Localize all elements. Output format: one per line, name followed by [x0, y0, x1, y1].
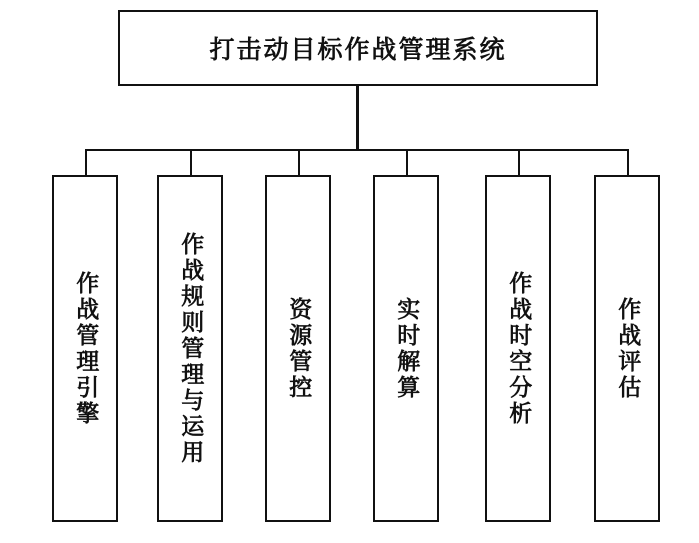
child-node-3-label: 资源管控 — [285, 296, 312, 401]
root-node-label: 打击动目标作战管理系统 — [209, 35, 507, 64]
drop-connector-3 — [298, 149, 300, 175]
child-node-5-label: 作战时空分析 — [505, 270, 532, 427]
child-node-6 — [594, 175, 660, 522]
root-node — [118, 10, 598, 86]
child-node-4-label: 实时解算 — [393, 296, 420, 401]
horizontal-bus-connector — [85, 149, 628, 151]
drop-connector-6 — [627, 149, 629, 175]
drop-connector-4 — [406, 149, 408, 175]
root-stem-connector — [356, 86, 359, 150]
drop-connector-5 — [518, 149, 520, 175]
child-node-5 — [485, 175, 551, 522]
child-node-4 — [373, 175, 439, 522]
child-node-1-label: 作战管理引擎 — [72, 270, 99, 427]
drop-connector-2 — [190, 149, 192, 175]
child-node-2 — [157, 175, 223, 522]
child-node-1 — [52, 175, 118, 522]
drop-connector-1 — [85, 149, 87, 175]
child-node-2-label: 作战规则管理与运用 — [177, 231, 204, 466]
child-node-6-label: 作战评估 — [614, 296, 641, 401]
child-node-3 — [265, 175, 331, 522]
